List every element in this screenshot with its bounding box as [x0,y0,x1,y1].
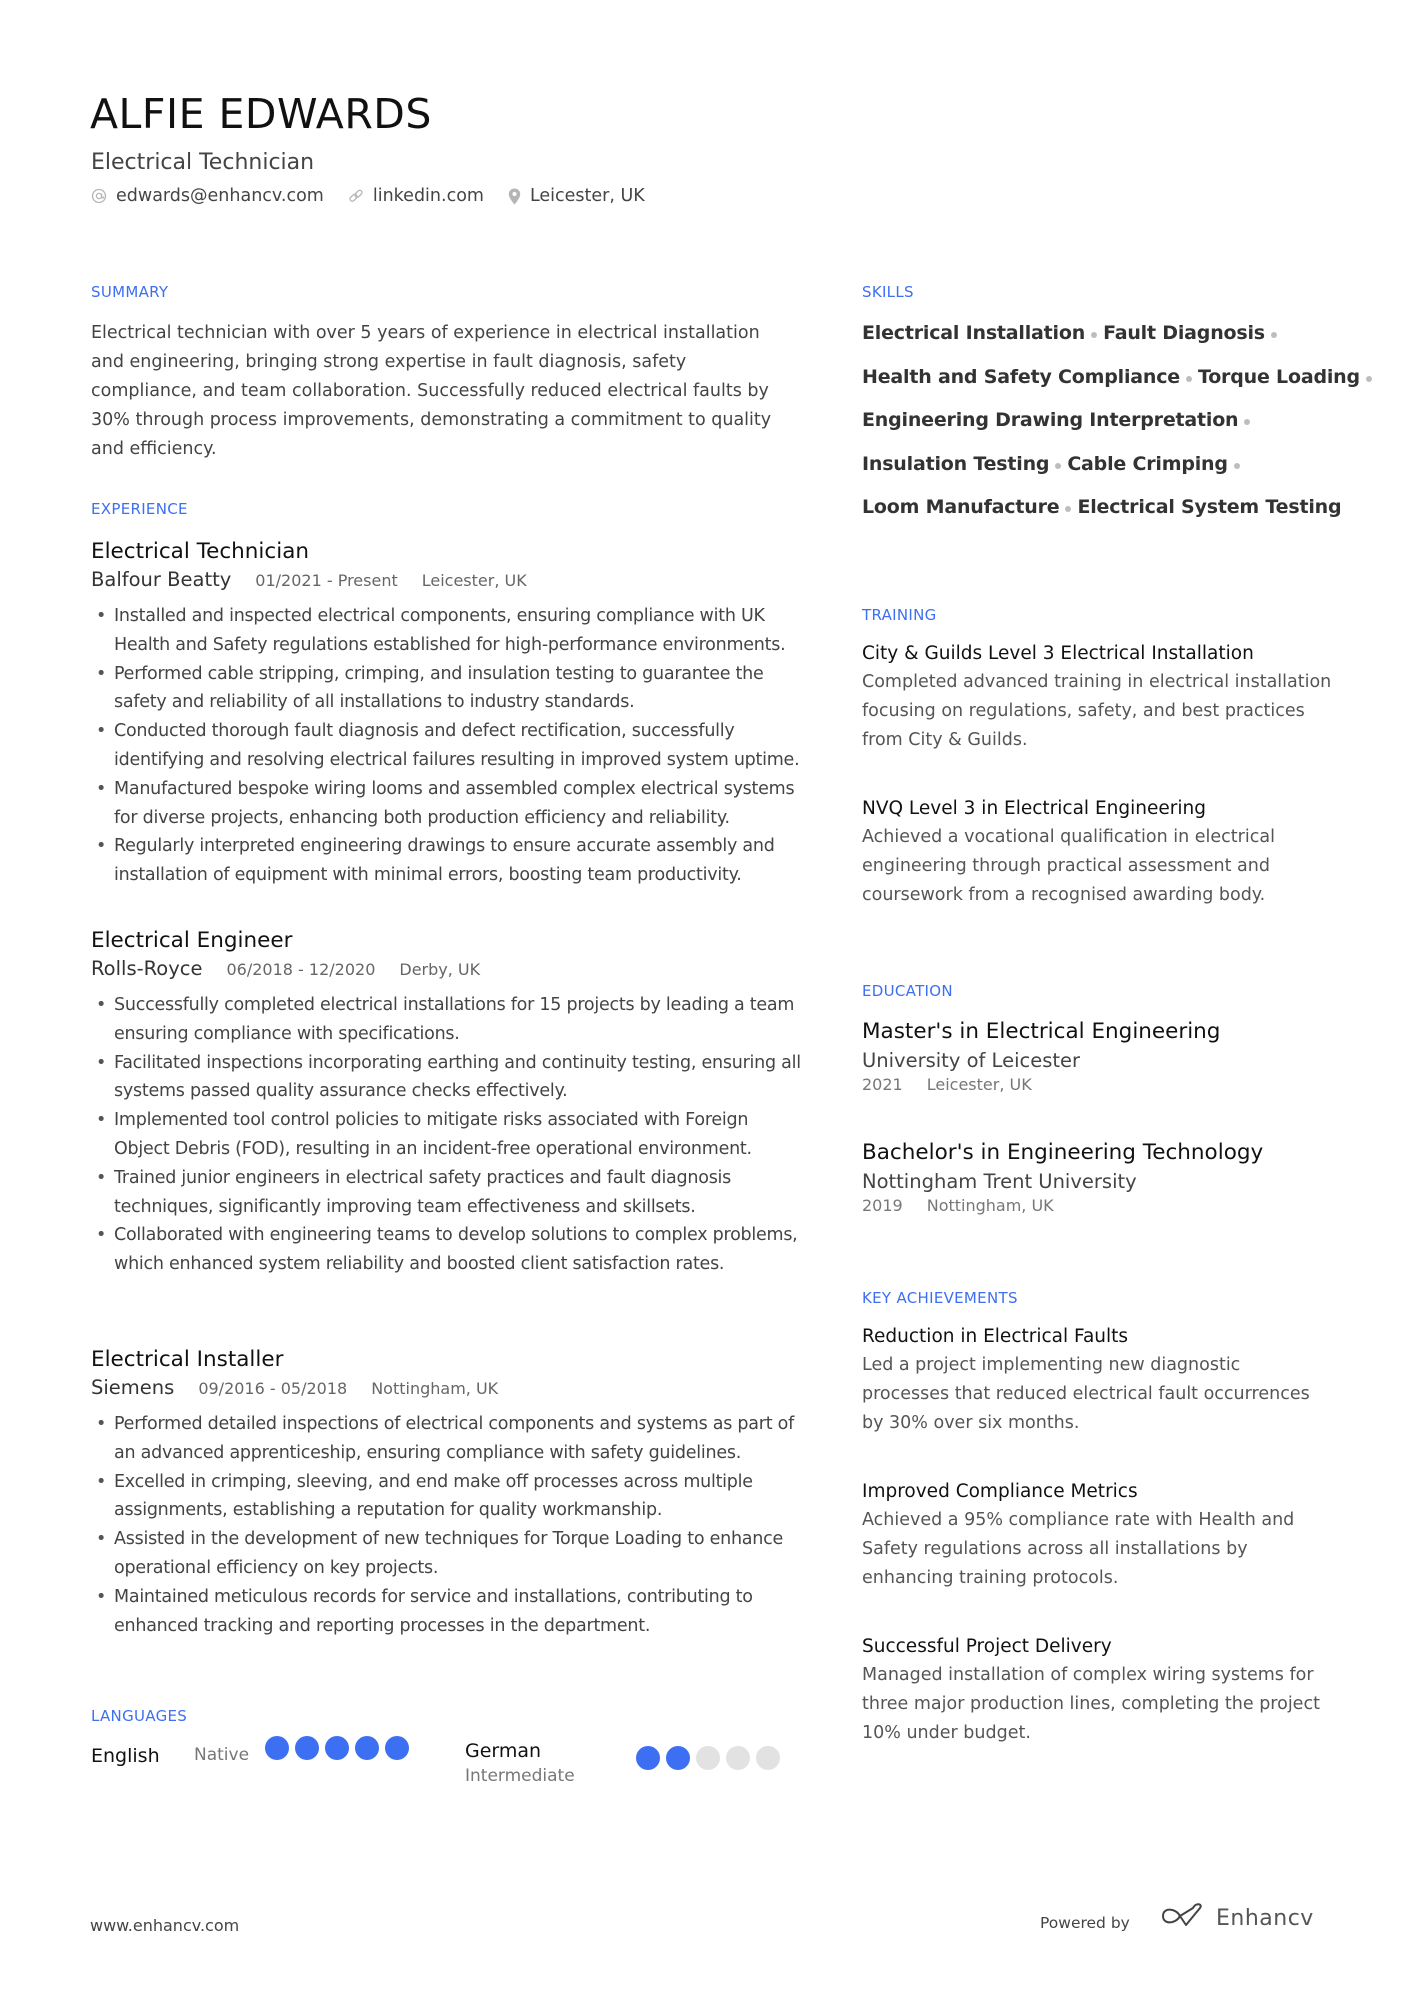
job-bullet-text: Implemented tool control policies to mitigate risks associated with Foreign Object Debris (FOD), resulting in an incident-free operational environment. [114,1110,752,1159]
skill-tag: Cable Crimping [1067,453,1228,475]
skills-row [862,319,1283,347]
job-dates: 06/2018 - 12/2020 [226,960,376,979]
job-bullet: • Conducted thorough fault diagnosis and defect rectification, successfully identifying and resolving electrical failures resulting in improved system uptime. [96,721,800,770]
achievement-description: Achieved a 95% compliance rate with Health and Safety regulations across all installations by enhancing training protocols. [862,1510,1295,1588]
footer-website-link[interactable]: www.enhancv.com [90,1916,240,1935]
job-bullet: • Excelled in crimping, sleeving, and end make off processes across multiple assignments, establishing a reputation for quality workmanship. [96,1471,753,1521]
training-item [862,795,1332,910]
job-entry [91,1346,801,1640]
achievements-heading: KEY ACHIEVEMENTS [862,1289,1018,1307]
link-icon [348,188,364,204]
skill-separator-dot [1244,419,1250,425]
job-bullet: • Performed detailed inspections of electrical components and systems as part of an advanced apprenticeship, ensuring compliance with safety guidelines. [96,1414,794,1463]
job-bullet-text: Excelled in crimping, sleeving, and end make off processes across multiple assignments, establishing a reputation for quality workmanship. [114,1471,753,1521]
language-rating-english [265,1736,415,1760]
education-school: University of Leicester [862,1049,1081,1072]
skill-separator-dot [1234,463,1240,469]
contact-email[interactable] [91,186,324,206]
enhancv-logo[interactable] [1160,1903,1314,1934]
job-bullet-text: Facilitated inspections incorporating earthing and continuity testing, ensuring all systems passed quality assurance checks effectively. [114,1052,801,1102]
location-pin-icon [508,188,521,205]
skill-tag: Electrical Installation [862,322,1086,344]
job-entry [91,538,801,890]
rating-dot-filled [636,1746,660,1770]
job-bullet: • Facilitated inspections incorporating earthing and continuity testing, ensuring all systems passed quality assurance checks effectively. [96,1052,801,1102]
achievement-item [862,1323,1332,1438]
job-bullet: • Installed and inspected electrical components, ensuring compliance with UK Health and Safety regulations established for high-performance environments. [96,606,786,655]
achievement-title: Improved Compliance Metrics [862,1481,1138,1502]
enhancv-logo-icon [1160,1903,1206,1934]
skill-tag: Engineering Drawing Interpretation [862,409,1239,431]
job-bullet-text: Installed and inspected electrical components, ensuring compliance with UK Health and Safety regulations established for high-performance environments. [114,606,786,655]
job-meta [91,1374,801,1403]
skill-tag: Torque Loading [1197,366,1360,388]
contact-email-text: edwards@enhancv.com [116,186,324,206]
job-entry [91,927,801,1279]
job-title: Electrical Technician [91,539,310,564]
skill-separator-dot [1065,506,1071,512]
achievement-item [862,1633,1332,1748]
job-meta [91,566,801,595]
achievement-item [862,1478,1332,1593]
languages-heading: LANGUAGES [91,1707,188,1725]
education-heading: EDUCATION [862,982,953,1000]
skill-tag: Insulation Testing [862,453,1050,475]
education-meta [862,1075,1332,1095]
rating-dot-filled [385,1736,409,1760]
skill-separator-dot [1271,332,1277,338]
skills-row [862,363,1378,391]
education-year: 2019 [862,1196,903,1215]
language-rating-german [636,1746,786,1770]
education-location: Leicester, UK [926,1075,1032,1094]
rating-dot-filled [295,1736,319,1760]
language-name: German [465,1740,542,1762]
language-level: Native [194,1745,250,1765]
skill-tag: Fault Diagnosis [1103,322,1265,344]
job-title: Electrical Installer [91,1347,284,1372]
education-degree: Bachelor's in Engineering Technology [862,1140,1264,1165]
skills-row [862,450,1246,478]
job-bullet-text: Manufactured bespoke wiring looms and assembled complex electrical systems for diverse projects, enhancing both production efficiency and reliability. [114,778,795,828]
job-bullet-text: Regularly interpreted engineering drawings to ensure accurate assembly and installation of equipment with minimal errors, boosting team productivity. [114,836,775,886]
job-bullet-text: Maintained meticulous records for service and installations, contributing to enhanced tracking and reporting processes in the department. [114,1586,753,1636]
contact-row [91,183,669,209]
skills-row [862,493,1341,521]
achievement-description: Led a project implementing new diagnostic processes that reduced electrical fault occurrences by 30% over six months. [862,1355,1310,1433]
job-bullet: • Assisted in the development of new techniques for Torque Loading to enhance operational efficiency on key projects. [96,1529,783,1578]
job-bullets [91,991,801,1279]
job-location: Derby, UK [399,960,481,979]
job-bullet: • Implemented tool control policies to mitigate risks associated with Foreign Object Debris (FOD), resulting in an incident-free operational environment. [96,1110,752,1159]
education-item [862,1138,1332,1216]
job-location: Leicester, UK [421,571,527,590]
summary-text: Electrical technician with over 5 years of experience in electrical installation and engineering, bringing strong expertise in fault diagnosis, safety compliance, and team collaboration. Successfully reduced electrical faults by 30% through process improvements, demonstrating a commitment to quality and efficiency. [91,323,772,459]
training-description: Completed advanced training in electrical installation focusing on regulations, safety, and best practices from City & Guilds. [862,672,1332,750]
training-heading: TRAINING [862,606,937,624]
achievement-description: Managed installation of complex wiring systems for three major production lines, completing the project 10% under budget. [862,1665,1320,1743]
job-bullet-text: Performed detailed inspections of electrical components and systems as part of an advanced apprenticeship, ensuring compliance with safety guidelines. [114,1414,794,1463]
job-company: Rolls-Royce [91,957,203,980]
experience-heading: EXPERIENCE [91,500,188,518]
job-bullet: • Regularly interpreted engineering drawings to ensure accurate assembly and installation of equipment with minimal errors, boosting team productivity. [96,836,775,886]
rating-dot-filled [355,1736,379,1760]
job-bullet-text: Successfully completed electrical installations for 15 projects by leading a team ensuring compliance with specifications. [114,995,795,1044]
skills-heading: SKILLS [862,283,914,301]
job-dates: 01/2021 - Present [255,571,398,590]
job-bullets [91,602,801,890]
rating-dot-empty [726,1746,750,1770]
contact-location [508,186,645,206]
job-bullet-text: Collaborated with engineering teams to develop solutions to complex problems, which enhanced system reliability and boosted client satisfaction rates. [114,1225,798,1275]
rating-dot-filled [666,1746,690,1770]
job-bullet: • Collaborated with engineering teams to develop solutions to complex problems, which enhanced system reliability and boosted client satisfaction rates. [96,1225,798,1275]
contact-linkedin-text: linkedin.com [372,186,484,206]
education-location: Nottingham, UK [926,1196,1054,1215]
job-location: Nottingham, UK [371,1379,499,1398]
enhancv-wordmark: Enhancv [1216,1906,1314,1931]
education-year: 2021 [862,1075,903,1094]
job-bullet-text: Trained junior engineers in electrical safety practices and fault diagnosis techniques, significantly improving team effectiveness and skillsets. [114,1167,732,1217]
job-company: Siemens [91,1376,175,1399]
contact-linkedin[interactable] [348,186,484,206]
skill-separator-dot [1366,376,1372,382]
language-name: English [91,1745,160,1767]
job-bullet: • Manufactured bespoke wiring looms and assembled complex electrical systems for diverse projects, enhancing both production efficiency and reliability. [96,778,795,828]
job-bullets [91,1410,801,1640]
skill-tag: Electrical System Testing [1077,496,1342,518]
job-meta [91,955,801,984]
rating-dot-empty [696,1746,720,1770]
skill-tag: Loom Manufacture [862,496,1060,518]
achievement-title: Successful Project Delivery [862,1636,1112,1657]
rating-dot-filled [325,1736,349,1760]
rating-dot-filled [265,1736,289,1760]
at-icon [91,188,107,204]
training-title: NVQ Level 3 in Electrical Engineering [862,798,1206,819]
skill-separator-dot [1186,376,1192,382]
skill-separator-dot [1091,332,1097,338]
powered-by-label: Powered by [1040,1914,1130,1932]
candidate-name: ALFIE EDWARDS [90,90,432,138]
rating-dot-empty [756,1746,780,1770]
contact-location-text: Leicester, UK [529,186,645,206]
job-bullet: • Trained junior engineers in electrical safety practices and fault diagnosis techniques, significantly improving team effectiveness and skillsets. [96,1167,732,1217]
job-dates: 09/2016 - 05/2018 [198,1379,348,1398]
education-school: Nottingham Trent University [862,1170,1137,1193]
language-item-german [465,1738,575,1788]
skill-tag: Health and Safety Compliance [862,366,1180,388]
training-title: City & Guilds Level 3 Electrical Installation [862,643,1254,664]
job-title: Electrical Engineer [91,928,293,953]
job-bullet-text: Performed cable stripping, crimping, and insulation testing to guarantee the safety and reliability of all installations to industry standards. [114,663,764,713]
summary-heading: SUMMARY [91,283,169,301]
training-description: Achieved a vocational qualification in electrical engineering through practical assessment and coursework from a recognised awarding body. [862,827,1275,905]
job-company: Balfour Beatty [91,568,232,591]
skill-separator-dot [1055,463,1061,469]
education-degree: Master's in Electrical Engineering [862,1019,1221,1044]
education-item [862,1017,1332,1095]
job-bullet: • Performed cable stripping, crimping, and insulation testing to guarantee the safety and reliability of all installations to industry standards. [96,663,764,713]
job-bullet: • Maintained meticulous records for service and installations, contributing to enhanced tracking and reporting processes in the department. [96,1586,753,1636]
job-bullet-text: Assisted in the development of new techniques for Torque Loading to enhance operational efficiency on key projects. [114,1529,783,1578]
job-bullet-text: Conducted thorough fault diagnosis and defect rectification, successfully identifying and resolving electrical failures resulting in improved system uptime. [114,721,800,770]
language-level: Intermediate [465,1766,575,1786]
education-meta [862,1196,1332,1216]
skills-row [862,406,1256,434]
candidate-headline: Electrical Technician [91,150,315,175]
language-item-english [91,1743,160,1769]
achievement-title: Reduction in Electrical Faults [862,1326,1129,1347]
job-bullet: • Successfully completed electrical installations for 15 projects by leading a team ensuring compliance with specifications. [96,995,795,1044]
training-item [862,640,1332,755]
